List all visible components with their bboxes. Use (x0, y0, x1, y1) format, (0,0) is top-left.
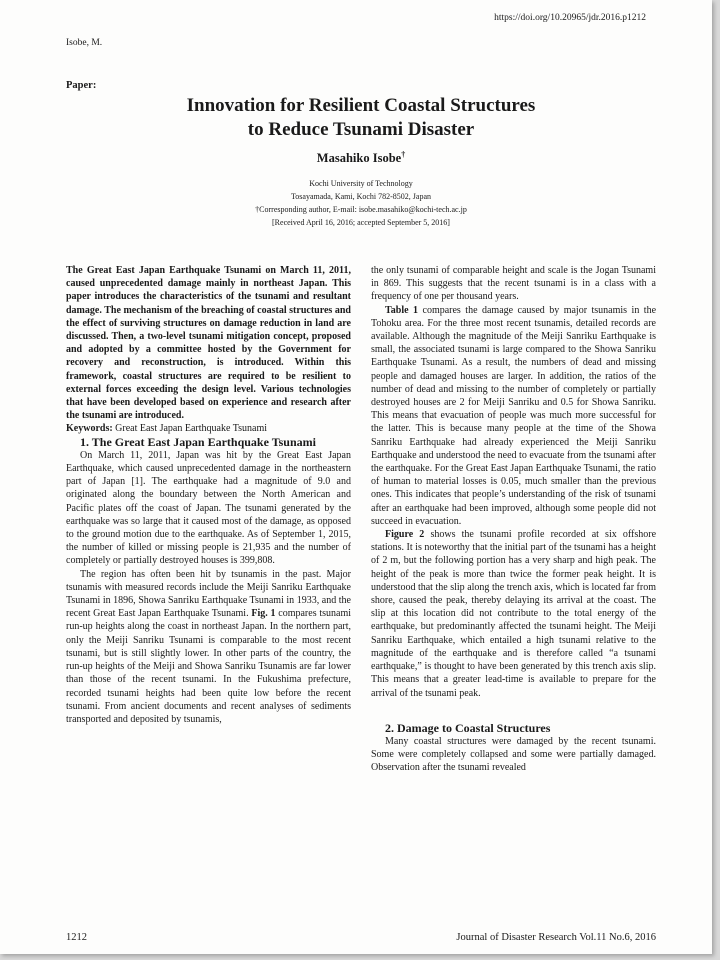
section-2-heading: 2. Damage to Coastal Structures (385, 720, 551, 735)
section-1-paragraph-2-continued: the only tsunami of comparable height and scale is the Jogan Tsunami in 869. This suggests that the recent tsunami is in a class with a frequency of one per thousand years. (371, 265, 656, 303)
author-name (66, 150, 656, 166)
table-1-ref[interactable]: Table 1 (385, 304, 419, 316)
doi-link[interactable]: https://doi.org/10.20965/jdr.2016.p1212 (494, 13, 646, 23)
section-1-paragraph-4 (371, 528, 656, 700)
right-column (371, 264, 656, 775)
paper-type-label: Paper: (66, 80, 97, 91)
keywords-label: Keywords: (66, 423, 113, 435)
paragraph-2-text-a: The region has often been hit by tsunamis in the past. Major tsunamis with measured records include the Meiji Sanriku Earthquake Tsunami in 1896, Showa Sanriku Earthquake Tsunami in 1933, and the recent Great East Japan Earthquake Tsunami. (66, 568, 351, 620)
paragraph-3-text: compares the damage caused by major tsunamis in the Tohoku area. For the three most recent tsunamis, detailed records are available. Although the magnitude of the Meiji Sanriku Earthquake is small, the associated tsunami is large compared to the Showa Sanriku Earthquake Tsunami. As a result, the numbers of dead and missing people and damaged houses are larger. In addition, the ratios of the number of dead and missing to the number of completely or partially destroyed houses are 2 for Meiji Sanriku and 0.5 for Showa Sanriku. This means that evacuation of people was much more successful for the latter. This is because many people at the time of the Showa Sanriku Earthquake had already experienced the Meiji Sanriku Earthquake and understood the need to evacuate from the tsunami after the earthquake. For the Great East Japan Earthquake Tsunami, the ratio of human to material losses is 0.05, much smaller than the previous ones. This indicates that people’s understanding of the risk of tsunami after an earthquake had been improved, although some people did not succeed in evacuation. (371, 304, 657, 527)
section-2-paragraph-1: Many coastal structures were damaged by the recent tsunami. Some were completely collapsed and some were partially damaged. Observation after the tsunami revealed (371, 735, 656, 774)
author-name-text: Masahiko Isobe (316, 151, 402, 166)
affiliation-address: Tosayamada, Kami, Kochi 782-8502, Japan (290, 192, 432, 201)
keywords-value: Great East Japan Earthquake Tsunami (115, 423, 268, 435)
title-line-2: to Reduce Tsunami Disaster (247, 119, 475, 140)
abstract: The Great East Japan Earthquake Tsunami on March 11, 2011, caused unprecedented damage mainly in northeast Japan. This paper introduces the characteristics of the tsunami and resultant damage. The mechanism of the breaching of coastal structures and the effect of surviving structures on damage reduction in land are discussed. Then, a two-level tsunami mitigation concept, proposed and adopted by a committee hosted by the Government for recovery and reconstruction, is introduced. Within this framework, coastal structures are required to be resilient to external forces exceeding the design level. Various technologies that have been developed based on experience and research after the tsunami are introduced. (66, 265, 351, 422)
affiliation-block (66, 177, 656, 229)
paragraph-2-text-b: compares tsunami run-up heights along the coast in northeast Japan. In the northern part, only the Meiji Sanriku Tsunami is comparable to the most recent tsunami, but is still slightly lower. In other parts of the country, the run-up heights of the Meiji and Showa Sanriku Tsunamis are far lower than those of the recent tsunami. In the Fukushima prefecture, recorded tsunami heights had been quite low before the recent tsunami. From ancient documents and recent analyses of sediments transported and deposited by tsunamis, (66, 608, 352, 725)
journal-citation: Journal of Disaster Research Vol.11 No.6, 2016 (456, 932, 656, 943)
figure-2-ref[interactable]: Figure 2 (385, 529, 425, 541)
corresponding-mark: † (401, 150, 406, 159)
page-number: 1212 (66, 932, 87, 943)
section-1-heading: 1. The Great East Japan Earthquake Tsunami (80, 434, 316, 449)
paper-title (66, 94, 656, 142)
affiliation-email[interactable]: †Corresponding author, E-mail: isobe.masahiko@kochi-tech.ac.jp (255, 205, 467, 214)
section-1-paragraph-2 (66, 568, 351, 726)
keywords (66, 422, 351, 435)
section-1-paragraph-3 (371, 304, 656, 528)
affiliation-institution: Kochi University of Technology (309, 179, 413, 188)
fig-1-ref[interactable]: Fig. 1 (251, 608, 276, 620)
running-head: Isobe, M. (66, 38, 103, 48)
received-dates: [Received April 16, 2016; accepted September 5, 2016] (272, 218, 450, 227)
section-1-paragraph-1: On March 11, 2011, Japan was hit by the Great East Japan Earthquake, which caused unprecedented damage in the northeastern part of Japan [1]. The earthquake had a magnitude of 9.0 and originated along the boundary between the North American and Pacific plates off the coast of Japan. The tsunami generated by the earthquake was so large that it caused most of the damage, as opposed to the ground motion due to the earthquake. As of September 1, 2015, the number of killed or missing people is 21,935 and the number of completely or partially destroyed houses is 399,808. (66, 449, 351, 567)
title-line-1: Innovation for Resilient Coastal Structures (186, 95, 536, 116)
paragraph-4-text: shows the tsunami profile recorded at six offshore stations. It is noteworthy that the initial part of the tsunami has a height of 2 m, but the following portion has a very sharp and high peak. The height of the peak is more than twice the former peak height. It is understood that the slip along the trench axis, which is located far from shore, caused the peak, thereby delaying its arrival at the coast. The slip at this location did not contribute to the total energy of the earthquake, but predominantly affected the tsunami height. The Meiji Sanriku Earthquake, which entailed a high tsunami relative to the magnitude of the earthquake and is therefore called “a tsunami earthquake,” is thought to have been generated by this trench axis slip. This means that a greater lead-time is available to prepare for the arrival of the tsunami peak. (371, 529, 657, 699)
left-column (66, 264, 351, 726)
